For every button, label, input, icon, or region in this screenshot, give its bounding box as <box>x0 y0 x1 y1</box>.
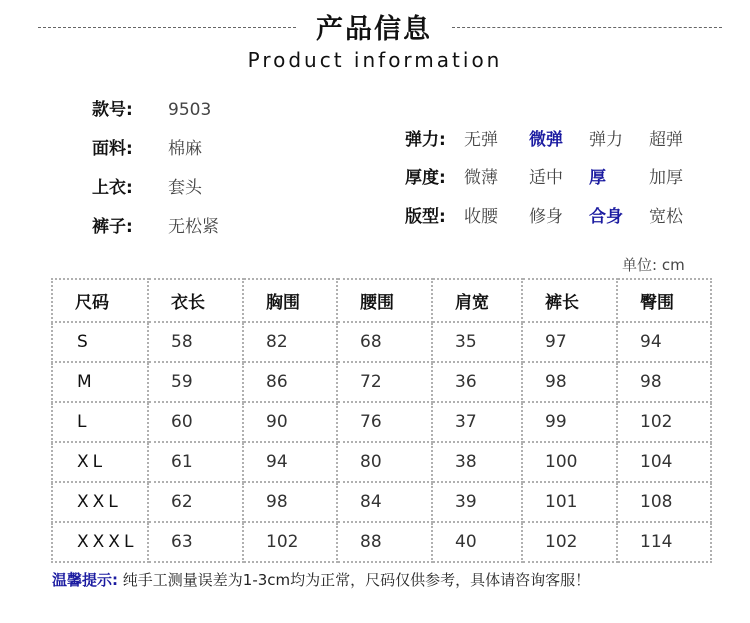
table-row <box>52 362 711 402</box>
option-key: 厚度: <box>405 168 446 188</box>
footer-tip-text: 纯手工测量误差为1-3cm均为正常，尺码仅供参考，具体请咨询客服！ <box>122 571 591 589</box>
table-cell: 102 <box>617 402 711 442</box>
info-value: 无松紧 <box>168 217 219 237</box>
table-cell: 100 <box>522 442 617 482</box>
option-choice: 适中 <box>529 168 563 188</box>
table-cell: 104 <box>617 442 711 482</box>
table-cell: 84 <box>337 482 432 522</box>
table-cell: 61 <box>148 442 243 482</box>
option-choice-selected: 合身 <box>589 207 623 227</box>
table-cell-size: XXL <box>52 482 148 522</box>
option-choice-selected: 厚 <box>589 168 606 188</box>
table-cell-size: XXXL <box>52 522 148 562</box>
table-cell: 108 <box>617 482 711 522</box>
header-shoulder: 肩宽 <box>432 279 522 322</box>
table-row <box>52 402 711 442</box>
table-cell: 36 <box>432 362 522 402</box>
page-title: 产品信息 <box>316 14 432 45</box>
table-cell: 39 <box>432 482 522 522</box>
table-cell: 76 <box>337 402 432 442</box>
table-row <box>52 522 711 562</box>
option-choice: 收腰 <box>464 207 498 227</box>
header-pants-length: 裤长 <box>522 279 617 322</box>
table-cell: 82 <box>243 322 337 362</box>
header-hip: 臀围 <box>617 279 711 322</box>
info-key: 款号: <box>92 100 133 120</box>
table-cell-size: S <box>52 322 148 362</box>
option-choice: 微薄 <box>464 168 498 188</box>
table-cell: 98 <box>243 482 337 522</box>
option-choice: 修身 <box>529 207 563 227</box>
header-size: 尺码 <box>52 279 148 322</box>
table-cell: 88 <box>337 522 432 562</box>
option-choice: 宽松 <box>649 207 683 227</box>
table-cell: 37 <box>432 402 522 442</box>
table-row <box>52 322 711 362</box>
footer-note <box>52 569 590 590</box>
header-waist: 腰围 <box>337 279 432 322</box>
table-cell-size: L <box>52 402 148 442</box>
table-cell: 86 <box>243 362 337 402</box>
option-choice: 超弹 <box>649 130 683 150</box>
table-cell: 97 <box>522 322 617 362</box>
option-choice-selected: 微弹 <box>529 130 563 150</box>
table-cell: 60 <box>148 402 243 442</box>
header-chest: 胸围 <box>243 279 337 322</box>
info-key: 裤子: <box>92 217 133 237</box>
table-cell-size: XL <box>52 442 148 482</box>
option-choice: 弹力 <box>589 130 623 150</box>
unit-label: 单位: cm <box>622 256 685 274</box>
table-cell: 35 <box>432 322 522 362</box>
table-header-row <box>52 279 711 322</box>
table-cell: 68 <box>337 322 432 362</box>
table-cell: 94 <box>243 442 337 482</box>
table-cell: 102 <box>243 522 337 562</box>
table-cell: 102 <box>522 522 617 562</box>
option-key: 弹力: <box>405 130 446 150</box>
table-cell-size: M <box>52 362 148 402</box>
table-cell: 72 <box>337 362 432 402</box>
size-table <box>51 278 712 563</box>
table-cell: 38 <box>432 442 522 482</box>
table-cell: 63 <box>148 522 243 562</box>
table-cell: 98 <box>522 362 617 402</box>
table-cell: 80 <box>337 442 432 482</box>
table-cell: 59 <box>148 362 243 402</box>
info-value: 9503 <box>168 100 212 120</box>
table-cell: 62 <box>148 482 243 522</box>
option-key: 版型: <box>405 207 446 227</box>
table-cell: 101 <box>522 482 617 522</box>
header-line-left <box>38 27 296 28</box>
info-key: 面料: <box>92 139 133 159</box>
table-cell: 58 <box>148 322 243 362</box>
header-line-right <box>452 27 722 28</box>
table-cell: 40 <box>432 522 522 562</box>
table-cell: 90 <box>243 402 337 442</box>
header-length: 衣长 <box>148 279 243 322</box>
page-subtitle: Product information <box>247 48 503 72</box>
table-row <box>52 442 711 482</box>
table-row <box>52 482 711 522</box>
info-value: 棉麻 <box>168 139 202 159</box>
table-cell: 99 <box>522 402 617 442</box>
option-choice: 加厚 <box>649 168 683 188</box>
option-choice: 无弹 <box>464 130 498 150</box>
info-key: 上衣: <box>92 178 133 198</box>
table-cell: 94 <box>617 322 711 362</box>
table-cell: 114 <box>617 522 711 562</box>
footer-tip-label: 温馨提示: <box>52 571 118 589</box>
table-cell: 98 <box>617 362 711 402</box>
info-value: 套头 <box>168 178 202 198</box>
